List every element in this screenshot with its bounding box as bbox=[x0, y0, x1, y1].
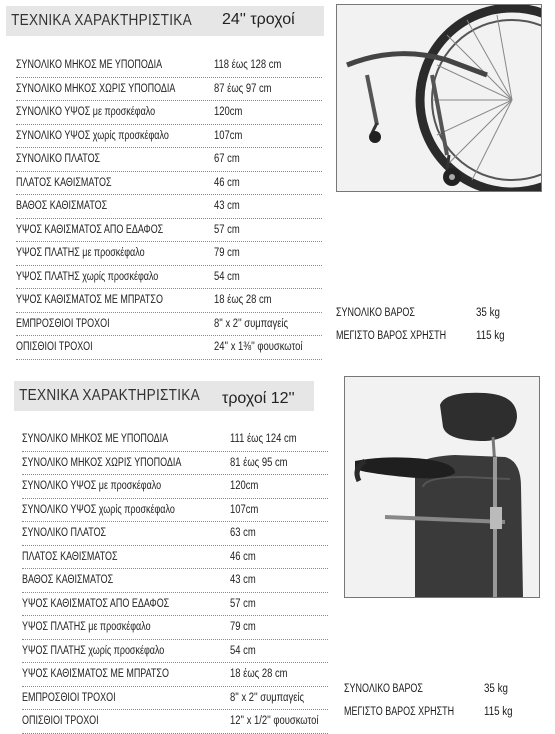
weight-value: 35 kg bbox=[476, 307, 500, 319]
spec-list bbox=[22, 428, 328, 734]
spec-value: 79 cm bbox=[214, 247, 240, 259]
spec-value: 24'' x 1⅜'' φουσκωτοί bbox=[214, 341, 303, 353]
spec-row bbox=[16, 125, 322, 149]
weight-value: 35 kg bbox=[484, 683, 508, 695]
spec-value: 111 έως 124 cm bbox=[230, 433, 297, 445]
spec-value: 46 cm bbox=[214, 176, 240, 189]
spec-label: ΥΨΟΣ ΠΛΑΤΗΣ με προσκέφαλο bbox=[16, 247, 145, 259]
spec-row bbox=[16, 78, 322, 102]
spec-row bbox=[22, 687, 328, 711]
spec-label: ΕΜΠΡΟΣΘΙΟΙ ΤΡΟΧΟΙ bbox=[22, 691, 116, 704]
wheel-size-label: 24'' τροχοί bbox=[222, 11, 295, 28]
spec-label: ΣΥΝΟΛΙΚΟ ΜΗΚΟΣ ΜΕ ΥΠΟΠΟΔΙΑ bbox=[22, 433, 169, 445]
spec-row bbox=[16, 172, 322, 196]
spec-value: 81 έως 95 cm bbox=[230, 456, 288, 469]
weight-value: 115 kg bbox=[484, 705, 513, 718]
spec-row bbox=[22, 640, 328, 664]
weight-label: ΜΕΓΙΣΤΟ ΒΑΡΟΣ ΧΡΗΣΤΗ bbox=[344, 705, 455, 718]
spec-row bbox=[16, 219, 322, 243]
spec-row bbox=[22, 452, 328, 476]
spec-label: ΣΥΝΟΛΙΚΟ ΥΨΟΣ με προσκέφαλο bbox=[16, 106, 156, 118]
spec-row bbox=[16, 336, 322, 360]
spec-section-24-inch bbox=[0, 0, 555, 360]
spec-value: 43 cm bbox=[230, 574, 256, 586]
spec-value: 57 cm bbox=[230, 597, 256, 610]
wheelchair-24-photo bbox=[336, 4, 542, 192]
spec-row bbox=[16, 266, 322, 290]
spec-value: 54 cm bbox=[214, 270, 240, 283]
spec-section-12-inch bbox=[0, 372, 555, 732]
spec-label: ΣΥΝΟΛΙΚΟ ΜΗΚΟΣ ΧΩΡΙΣ ΥΠΟΠΟΔΙΑ bbox=[22, 456, 182, 469]
spec-value: 120cm bbox=[230, 480, 259, 492]
spec-row bbox=[22, 616, 328, 640]
spec-row bbox=[16, 54, 322, 78]
weight-row bbox=[336, 325, 536, 348]
weight-row bbox=[344, 701, 544, 724]
spec-label: ΒΑΘΟΣ ΚΑΘΙΣΜΑΤΟΣ bbox=[22, 574, 114, 586]
spec-label: ΣΥΝΟΛΙΚΟ ΥΨΟΣ χωρίς προσκέφαλο bbox=[22, 503, 175, 516]
spec-row bbox=[16, 313, 322, 337]
spec-row bbox=[22, 499, 328, 523]
spec-value: 120cm bbox=[214, 106, 243, 118]
weight-row bbox=[344, 678, 544, 701]
spec-row bbox=[22, 522, 328, 546]
spec-label: ΠΛΑΤΟΣ ΚΑΘΙΣΜΑΤΟΣ bbox=[16, 176, 112, 189]
spec-row bbox=[22, 593, 328, 617]
spec-label: ΥΨΟΣ ΚΑΘΙΣΜΑΤΟΣ ΑΠΟ ΕΔΑΦΟΣ bbox=[22, 597, 170, 610]
spec-label: ΣΥΝΟΛΙΚΟ ΜΗΚΟΣ ΜΕ ΥΠΟΠΟΔΙΑ bbox=[16, 59, 163, 71]
spec-row bbox=[22, 569, 328, 593]
weight-info bbox=[336, 302, 536, 347]
section-title: ΤΕΧΝΙΚΑ ΧΑΡΑΚΤΗΡΙΣΤΙΚΑ bbox=[19, 387, 200, 404]
spec-label: ΥΨΟΣ ΠΛΑΤΗΣ χωρίς προσκέφαλο bbox=[16, 270, 159, 283]
spec-value: 18 έως 28 cm bbox=[214, 294, 272, 306]
section-title: ΤΕΧΝΙΚΑ ΧΑΡΑΚΤΗΡΙΣΤΙΚΑ bbox=[11, 12, 192, 29]
weight-row bbox=[336, 302, 536, 325]
spec-label: ΥΨΟΣ ΠΛΑΤΗΣ χωρίς προσκέφαλο bbox=[22, 644, 165, 657]
spec-value: 46 cm bbox=[230, 550, 256, 563]
weight-label: ΣΥΝΟΛΙΚΟ ΒΑΡΟΣ bbox=[336, 307, 415, 319]
spec-value: 18 έως 28 cm bbox=[230, 668, 288, 680]
spec-label: ΥΨΟΣ ΚΑΘΙΣΜΑΤΟΣ ΑΠΟ ΕΔΑΦΟΣ bbox=[16, 223, 164, 236]
spec-value: 54 cm bbox=[230, 644, 256, 657]
spec-label: ΣΥΝΟΛΙΚΟ ΥΨΟΣ χωρίς προσκέφαλο bbox=[16, 129, 169, 142]
spec-row bbox=[22, 546, 328, 570]
spec-value: 87 έως 97 cm bbox=[214, 82, 272, 95]
spec-label: ΥΨΟΣ ΠΛΑΤΗΣ με προσκέφαλο bbox=[22, 621, 151, 633]
spec-label: ΥΨΟΣ ΚΑΘΙΣΜΑΤΟΣ ΜΕ ΜΠΡΑΤΣΟ bbox=[22, 668, 169, 680]
spec-value: 8'' x 2'' συμπαγείς bbox=[214, 317, 289, 330]
spec-row bbox=[16, 101, 322, 125]
wheelchair-12-photo bbox=[344, 376, 540, 598]
spec-value: 63 cm bbox=[230, 527, 256, 539]
spec-value: 67 cm bbox=[214, 153, 240, 165]
spec-value: 107cm bbox=[230, 503, 259, 516]
spec-label: ΣΥΝΟΛΙΚΟ ΥΨΟΣ με προσκέφαλο bbox=[22, 480, 162, 492]
spec-row bbox=[22, 663, 328, 687]
spec-value: 12'' x 1/2'' φουσκωτοί bbox=[230, 715, 319, 727]
spec-value: 57 cm bbox=[214, 223, 240, 236]
spec-value: 79 cm bbox=[230, 621, 256, 633]
spec-row bbox=[22, 710, 328, 734]
spec-value: 8'' x 2'' συμπαγείς bbox=[230, 691, 305, 704]
spec-label: ΣΥΝΟΛΙΚΟ ΠΛΑΤΟΣ bbox=[16, 153, 101, 165]
spec-label: ΟΠΙΣΘΙΟΙ ΤΡΟΧΟΙ bbox=[22, 715, 99, 727]
spec-row bbox=[22, 428, 328, 452]
wheel-size-label: τροχοί 12'' bbox=[222, 390, 295, 407]
spec-label: ΣΥΝΟΛΙΚΟ ΠΛΑΤΟΣ bbox=[22, 527, 107, 539]
weight-label: ΣΥΝΟΛΙΚΟ ΒΑΡΟΣ bbox=[344, 683, 423, 695]
weight-label: ΜΕΓΙΣΤΟ ΒΑΡΟΣ ΧΡΗΣΤΗ bbox=[336, 329, 447, 342]
spec-label: ΥΨΟΣ ΚΑΘΙΣΜΑΤΟΣ ΜΕ ΜΠΡΑΤΣΟ bbox=[16, 294, 163, 306]
weight-info bbox=[344, 678, 544, 723]
spec-label: ΟΠΙΣΘΙΟΙ ΤΡΟΧΟΙ bbox=[16, 341, 93, 353]
spec-row bbox=[16, 195, 322, 219]
spec-row bbox=[16, 289, 322, 313]
spec-row bbox=[16, 242, 322, 266]
spec-value: 118 έως 128 cm bbox=[214, 59, 282, 71]
spec-value: 43 cm bbox=[214, 200, 240, 212]
spec-row bbox=[22, 475, 328, 499]
weight-value: 115 kg bbox=[476, 329, 505, 342]
spec-row bbox=[16, 148, 322, 172]
spec-label: ΒΑΘΟΣ ΚΑΘΙΣΜΑΤΟΣ bbox=[16, 200, 108, 212]
spec-value: 107cm bbox=[214, 129, 243, 142]
spec-label: ΕΜΠΡΟΣΘΙΟΙ ΤΡΟΧΟΙ bbox=[16, 317, 110, 330]
spec-label: ΣΥΝΟΛΙΚΟ ΜΗΚΟΣ ΧΩΡΙΣ ΥΠΟΠΟΔΙΑ bbox=[16, 82, 176, 95]
spec-label: ΠΛΑΤΟΣ ΚΑΘΙΣΜΑΤΟΣ bbox=[22, 550, 118, 563]
spec-list bbox=[16, 54, 322, 360]
